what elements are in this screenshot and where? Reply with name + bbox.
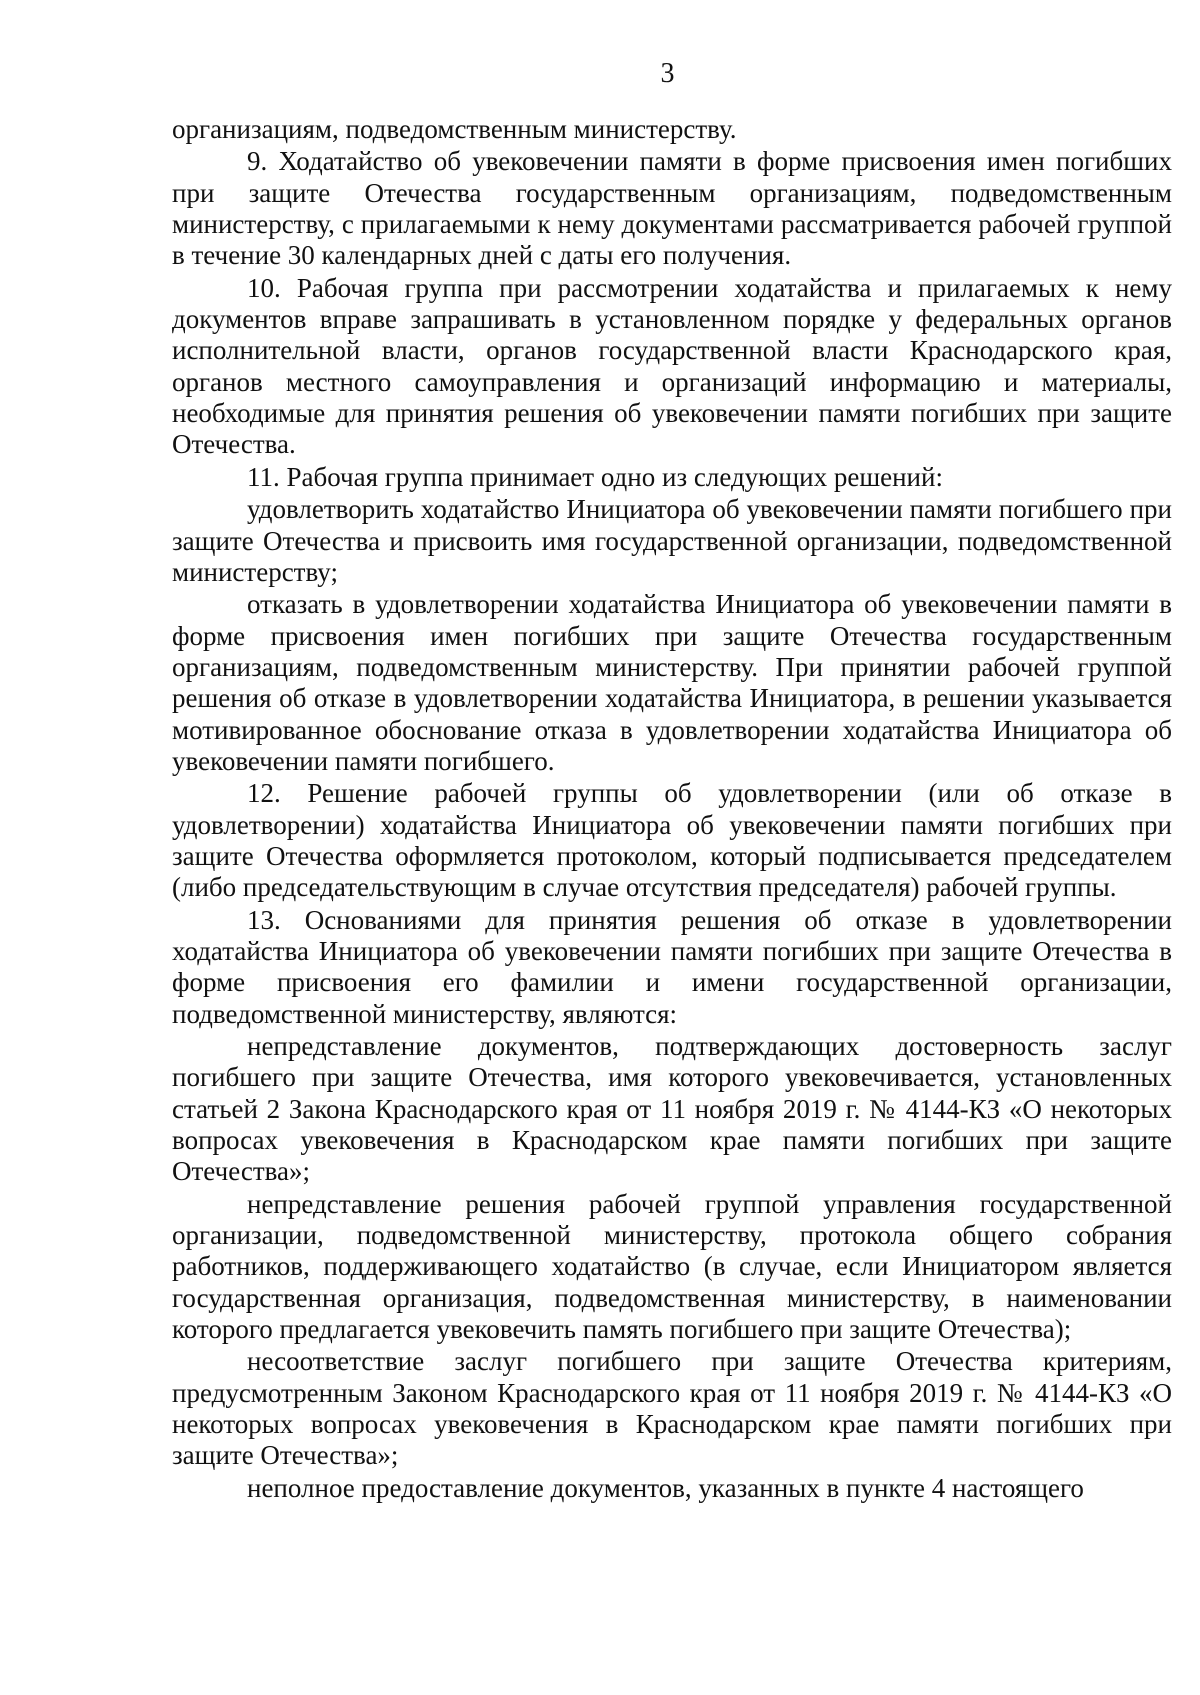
paragraph-item-10: 10. Рабочая группа при рассмотрении ходатайства и прилагаемых к нему документов вправе запрашивать в установленном порядке у федеральных органов исполнительной власти, органов государственной власти Краснодарского края, органов местного самоуправления и организаций информацию и материалы, необходимые для принятия решения об увековечении памяти погибших при защите Отечества. [172, 272, 1172, 460]
paragraph-item-13: 13. Основаниями для принятия решения об отказе в удовлетворении ходатайства Инициатора об увековечении памяти погибших при защите Отечества в форме присвоения его фамилии и имени государственной организации, подведомственной министерству, являются: [172, 904, 1172, 1029]
document-body [172, 114, 1172, 1505]
paragraph-item-11: 11. Рабочая группа принимает одно из следующих решений: [247, 461, 943, 492]
paragraph-ground-4: неполное предоставление документов, указанных в пункте 4 настоящего [247, 1472, 1084, 1503]
paragraph-decision-approve: удовлетворить ходатайство Инициатора об увековечении памяти погибшего при защите Отечества и присвоить имя государственной организации, подведомственной министерству; [172, 494, 1172, 587]
paragraph-ground-1: непредставление документов, подтверждающих достоверность заслуг погибшего при защите Отечества, имя которого увековечивается, установленных статьей 2 Закона Краснодарского края от 11 ноября 2019 г. № 4144-КЗ «О некоторых вопросах увековечения в Краснодарском крае памяти погибших при защите Отечества»; [172, 1031, 1172, 1187]
paragraph-item-12: 12. Решение рабочей группы об удовлетворении (или об отказе в удовлетворении) ходатайства Инициатора об увековечении памяти погибших при защите Отечества оформляется протоколом, который подписывается председателем (либо председательствующим в случае отсутствия председателя) рабочей группы. [172, 778, 1172, 903]
paragraph-ground-2: непредставление решения рабочей группой управления государственной организации, подведомственной министерству, протокола общего собрания работников, поддерживающего ходатайство (в случае, если Инициатором является государственная организация, подведомственная министерству, в наименовании которого предлагается увековечить память погибшего при защите Отечества); [172, 1188, 1172, 1344]
paragraph-decision-refuse: отказать в удовлетворении ходатайства Инициатора об увековечении памяти в форме присвоения имен погибших при защите Отечества государственным организациям, подведомственным министерству. При принятии рабочей группой решения об отказе в удовлетворении ходатайства Инициатора, в решении указывается мотивированное обоснование отказа в удовлетворении ходатайства Инициатора об увековечении памяти погибшего. [172, 589, 1172, 776]
paragraph-continuation: организациям, подведомственным министерству. [172, 114, 737, 144]
paragraph-ground-3: несоответствие заслуг погибшего при защите Отечества критериям, предусмотренным Законом Краснодарского края от 11 ноября 2019 г. № 4144-КЗ «О некоторых вопросах увековечения в Краснодарском крае памяти погибших при защите Отечества»; [172, 1346, 1172, 1471]
page-number: 3 [660, 58, 675, 89]
paragraph-item-9: 9. Ходатайство об увековечении памяти в форме присвоения имен погибших при защите Отечества государственным организациям, подведомственным министерству, с прилагаемыми к нему документами рассматривается рабочей группой в течение 30 календарных дней с даты его получения. [172, 146, 1172, 271]
